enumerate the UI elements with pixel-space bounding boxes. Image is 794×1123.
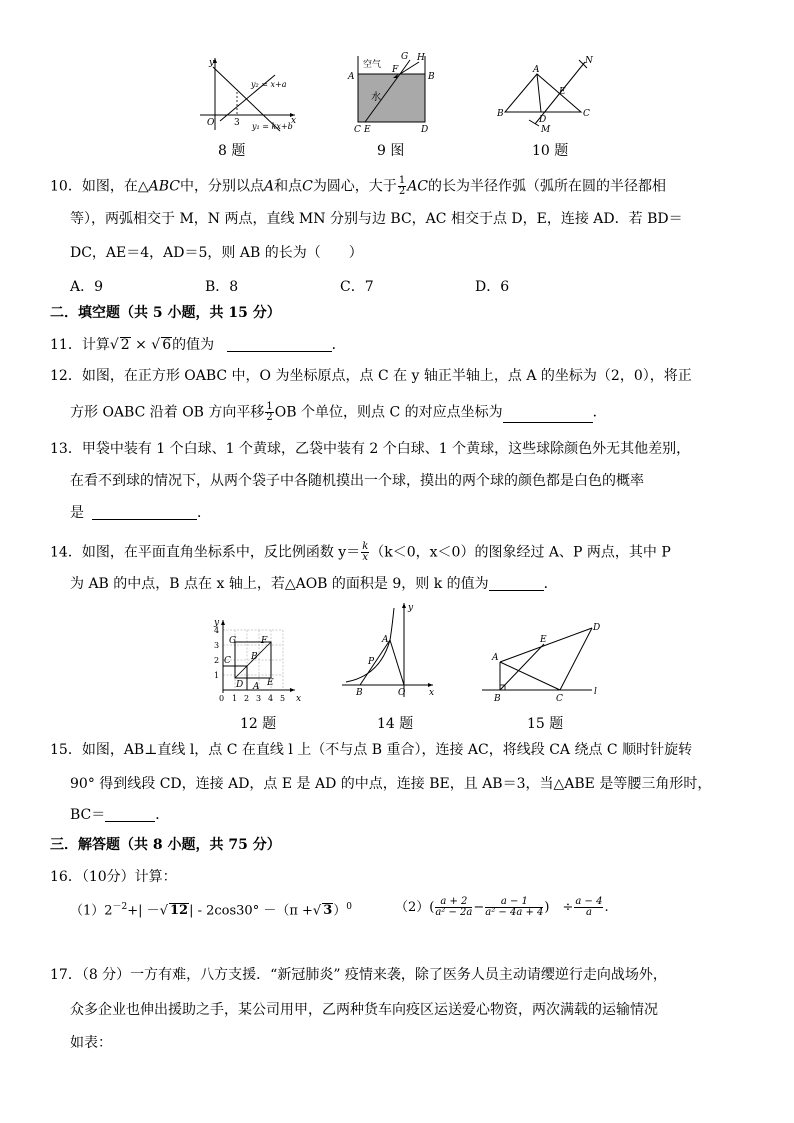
fig12-tick-y4: 4 bbox=[214, 626, 220, 635]
q16-p1-d: ） bbox=[333, 903, 347, 919]
fig9-label-e: E bbox=[364, 125, 371, 135]
q12-frac-den: 2 bbox=[266, 412, 273, 423]
q10-option-d: D．6 bbox=[475, 279, 510, 295]
q15-end: ． bbox=[155, 807, 170, 823]
figure-15 bbox=[480, 620, 605, 705]
fig12-tick-x2: 2 bbox=[244, 694, 250, 703]
q16-heading: 16．（10分）计算： bbox=[50, 869, 177, 885]
q10-text-g: 为圆心，大于 bbox=[312, 178, 397, 195]
fig12-label-c: C bbox=[224, 656, 231, 666]
q10-option-c: C．7 bbox=[340, 279, 374, 295]
fig15-label-b: B bbox=[494, 694, 501, 704]
q16-p1-exp-2: 0 bbox=[346, 902, 353, 912]
q13-line1: 13．甲袋中装有 1 个白球、1 个黄球，乙袋中装有 2 个白球、1 个黄球，这些球除颜色外无其他差别， bbox=[50, 441, 691, 457]
q10-text-h: AC bbox=[407, 178, 429, 195]
q14-line1 bbox=[50, 542, 671, 563]
figure-10 bbox=[495, 52, 600, 134]
q16-f1-num: a + 2 bbox=[435, 897, 472, 908]
q16-part2 bbox=[395, 897, 609, 918]
q11-text-b: 的值为 bbox=[172, 337, 215, 353]
q10-text-b: ABC bbox=[148, 178, 180, 195]
q15-line2: 90° 得到线段 CD，连接 AD，点 E 是 AD 的中点，连接 BE，且 AB＝3，当△ABE 是等腰三角形时， bbox=[70, 776, 712, 792]
fig15-label-l: l bbox=[594, 687, 597, 697]
fig9-label-air: 空气 bbox=[363, 60, 382, 70]
fig12-tick-y3: 3 bbox=[214, 641, 220, 650]
fig14-label-x: x bbox=[429, 688, 435, 698]
q15-line1: 15．如图，AB⊥直线 l，点 C 在直线 l 上（不与点 B 重合），连接 AC，将线段 CA 绕点 C 顺时针旋转 bbox=[50, 742, 693, 758]
fig10-label-e: E bbox=[559, 87, 566, 97]
fig14-label-y: y bbox=[408, 603, 414, 613]
q14-text-c: 为 AB 的中点，B 点在 x 轴上，若△AOB 的面积是 9，则 k 的值为 bbox=[70, 576, 489, 592]
section-3-heading: 三．解答题（共 8 小题，共 75 分） bbox=[50, 837, 281, 853]
figure-12 bbox=[205, 615, 305, 707]
fig8-label-y: y bbox=[209, 58, 215, 68]
fig8-label-y2: y₂ = x+a bbox=[251, 80, 287, 89]
q14-frac-den: x bbox=[362, 552, 369, 563]
q14-end: ． bbox=[543, 576, 558, 592]
q16-fraction-1 bbox=[435, 897, 472, 918]
fig8-label-3: 3 bbox=[234, 118, 240, 128]
q10-fraction bbox=[398, 176, 406, 197]
fig10-label-m: M bbox=[541, 125, 551, 134]
q10-option-a: A．9 bbox=[70, 279, 104, 295]
fig12-tick-y1: 1 bbox=[214, 671, 220, 680]
q17-line2: 众多企业也伸出援助之手，某公司用甲，乙两种货车向疫区运送爱心物资，两次满载的运输情况 bbox=[70, 1002, 658, 1018]
q13-end: ． bbox=[197, 505, 211, 521]
q11-line: 11．计算√ 2 × √ 6的值为 ． bbox=[50, 337, 346, 353]
fig12-tick-x5: 5 bbox=[280, 694, 286, 703]
q13-line3 bbox=[70, 506, 211, 520]
q16-f1-den: a² − 2a bbox=[435, 907, 473, 918]
figure-14-caption: 14 题 bbox=[377, 716, 414, 732]
q12-line1: 12．如图，在正方形 OABC 中，O 为坐标原点，点 C 在 y 轴正半轴上，点 A 的坐标为（2，0），将正 bbox=[50, 368, 692, 384]
q10-text-d: A bbox=[263, 178, 275, 195]
q12-answer-blank[interactable] bbox=[503, 409, 593, 423]
q17-line1: 17．（8 分）一方有难，八方支援．“新冠肺炎” 疫情来袭，除了医务人员主动请缨逆行走向战场外， bbox=[50, 967, 667, 983]
fig14-label-p: P bbox=[368, 657, 375, 667]
q16-fraction-2 bbox=[485, 897, 543, 918]
q16-p2-a: （2）( bbox=[395, 900, 435, 915]
q16-part1: $(1)2^{-2}+|$ －√ 12| - 2cos30° －（π +√ 3）$^0$ bbox=[70, 902, 353, 919]
q15-text-bc: BC＝ bbox=[70, 807, 106, 823]
fig15-label-c: C bbox=[556, 694, 563, 704]
fig9-label-g: G bbox=[401, 52, 409, 62]
q16-f3-den: a bbox=[585, 907, 592, 918]
q14-frac-num: k bbox=[362, 541, 369, 552]
q10-text-i: 的长为半径作弧（弧所在圆的半径都相 bbox=[428, 178, 667, 195]
fig12-label-e: E bbox=[267, 678, 274, 688]
fig12-label-f: F bbox=[261, 636, 268, 646]
q16-p1-c: | - 2cos30° －（π + bbox=[189, 903, 313, 919]
fig12-label-y: y bbox=[214, 618, 220, 628]
q13-answer-blank[interactable] bbox=[92, 506, 197, 520]
q16-p1-radicand: 12 bbox=[169, 903, 189, 919]
q10-line3: DC，AE＝4，AD＝5，则 AB 的长为（ ） bbox=[70, 245, 363, 261]
q16-fraction-3 bbox=[574, 897, 603, 918]
figure-9 bbox=[345, 48, 440, 136]
fig12-tick-x3: 3 bbox=[256, 694, 262, 703]
fig14-label-o: O bbox=[398, 688, 406, 698]
q16-p1-a: （1）2 bbox=[70, 903, 113, 919]
q14-fraction bbox=[361, 542, 369, 563]
q11-radicand-2: 6 bbox=[162, 337, 172, 353]
q12-frac-num: 1 bbox=[266, 401, 273, 412]
fig12-tick-x1: 1 bbox=[232, 694, 238, 703]
q12-fraction bbox=[265, 402, 273, 423]
fig8-label-y1: y₁ = kx+b bbox=[252, 122, 293, 131]
fig10-label-b: B bbox=[497, 109, 504, 119]
q12-end: ． bbox=[592, 404, 607, 421]
figure-12-caption: 12 题 bbox=[240, 716, 277, 732]
figure-8 bbox=[195, 55, 300, 135]
q15-answer-blank[interactable] bbox=[105, 808, 155, 822]
q10-text-f: C bbox=[302, 178, 313, 195]
fig9-label-water: 水 bbox=[371, 92, 381, 103]
q12-text-b: OB 个单位，则点 C 的对应点坐标为 bbox=[274, 404, 503, 421]
fig15-label-e: E bbox=[540, 635, 547, 645]
fig9-label-h: H bbox=[417, 53, 425, 63]
fig14-label-b: B bbox=[356, 688, 363, 698]
fig9-label-c: C bbox=[354, 125, 361, 135]
q10-line2: 等），两弧相交于 M，N 两点，直线 MN 分别与边 BC，AC 相交于点 D，E，连接 AD．若 BD＝ bbox=[70, 211, 683, 227]
fig12-tick-x4: 4 bbox=[268, 694, 274, 703]
q13-text-is: 是 bbox=[70, 505, 84, 521]
q11-text-a: 11．计算 bbox=[50, 337, 110, 353]
fig10-label-d: D bbox=[539, 115, 547, 125]
q10-text-e: 和点 bbox=[274, 178, 303, 195]
fig12-label-x: x bbox=[296, 694, 302, 704]
fig12-tick-y2: 2 bbox=[214, 656, 220, 665]
q16-f2-den: a² − 4a + 4 bbox=[485, 907, 544, 918]
q15-line3 bbox=[70, 808, 169, 822]
q16-p1-b: +| － bbox=[127, 903, 160, 919]
q10-frac-num: 1 bbox=[398, 175, 406, 186]
figure-10-caption: 10 题 bbox=[532, 143, 569, 159]
figure-8-caption: 8 题 bbox=[218, 143, 246, 159]
figure-9-caption: 9 图 bbox=[377, 143, 405, 159]
q10-text-a: 10．如图，在△ bbox=[50, 178, 149, 195]
q10-frac-den: 2 bbox=[398, 186, 406, 197]
fig10-label-n: N bbox=[585, 56, 593, 66]
fig8-label-x: x bbox=[291, 116, 297, 126]
fig12-label-g: G bbox=[229, 636, 237, 646]
figure-14 bbox=[338, 600, 438, 700]
section-2-heading: 二．填空题（共 5 小题，共 15 分） bbox=[50, 305, 281, 321]
q14-text-b: （k＜0，x＜0）的图象经过 A、P 两点，其中 P bbox=[370, 544, 671, 561]
q14-text-a: 14．如图，在平面直角坐标系中，反比例函数 y＝ bbox=[50, 544, 361, 561]
fig9-label-d: D bbox=[421, 125, 429, 135]
fig15-label-d: D bbox=[593, 623, 601, 633]
q16-f2-num: a − 1 bbox=[485, 897, 543, 908]
fig12-label-a: A bbox=[253, 682, 260, 692]
q16-p1-exp: －2 bbox=[112, 902, 128, 912]
q11-times: × bbox=[135, 337, 147, 353]
fig14-label-a: A bbox=[382, 635, 389, 645]
q14-answer-blank[interactable] bbox=[489, 577, 544, 591]
q10-line1 bbox=[50, 176, 666, 197]
fig9-label-f: F bbox=[392, 65, 399, 75]
fig10-label-c: C bbox=[583, 109, 590, 119]
q17-line3: 如表： bbox=[70, 1035, 112, 1051]
q13-line2: 在看不到球的情况下，从两个袋子中各随机摸出一个球，摸出的两个球的颜色都是白色的概率 bbox=[70, 473, 644, 489]
q16-f3-num: a − 4 bbox=[575, 896, 603, 907]
fig9-label-a: A bbox=[348, 72, 355, 82]
q16-p1-radicand-2: 3 bbox=[323, 903, 333, 919]
q16-p2-b: ) ÷ bbox=[544, 900, 574, 915]
fig8-label-o: O bbox=[207, 118, 215, 128]
fig9-label-b: B bbox=[428, 72, 435, 82]
q10-text-c: 中，分别以点 bbox=[179, 178, 264, 195]
fig12-label-b: B bbox=[251, 652, 258, 662]
q12-line2 bbox=[70, 402, 607, 423]
q11-radicand-1: 2 bbox=[120, 337, 130, 353]
q10-option-b: B．8 bbox=[205, 279, 239, 295]
figure-15-caption: 15 题 bbox=[527, 716, 564, 732]
q16-end: . bbox=[604, 900, 609, 915]
q11-answer-blank[interactable] bbox=[227, 338, 332, 352]
q16-minus: − bbox=[473, 900, 485, 915]
fig12-tick-x0: 0 bbox=[219, 694, 225, 703]
q14-line2 bbox=[70, 577, 558, 591]
fig12-label-d: D bbox=[236, 680, 244, 690]
q12-text-a: 方形 OABC 沿着 OB 方向平移 bbox=[70, 404, 265, 421]
fig10-label-a: A bbox=[533, 65, 540, 75]
fig15-label-a: A bbox=[492, 653, 499, 663]
